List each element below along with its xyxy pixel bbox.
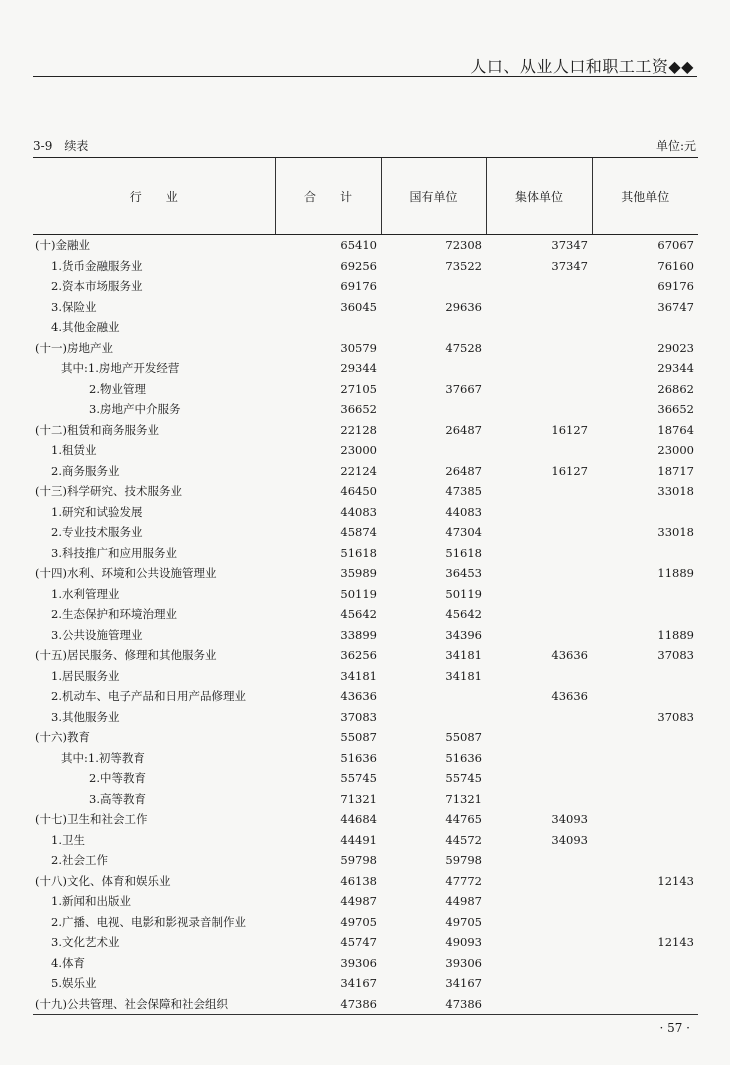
state-cell: 44572: [445, 832, 482, 847]
industry-cell: 3.科技推广和应用服务业: [51, 545, 177, 560]
industry-cell: 2.物业管理: [89, 381, 146, 396]
other-cell: [592, 604, 698, 625]
total-cell: 35989: [340, 566, 377, 581]
column-header-state: 国有单位: [381, 158, 486, 235]
column-header-total: 合 计: [275, 158, 381, 235]
column-header-other: 其他单位: [592, 158, 698, 235]
table-row: [33, 502, 698, 523]
collective-cell: [486, 748, 592, 769]
industry-cell: (十八)文化、体育和娱乐业: [35, 873, 171, 888]
industry-cell: 5.娱乐业: [51, 976, 97, 991]
collective-cell: [486, 440, 592, 461]
industry-cell: 3.房地产中介服务: [89, 402, 181, 417]
collective-cell: [486, 727, 592, 748]
table-row: [33, 379, 698, 400]
table-row: [33, 276, 698, 297]
collective-cell: [486, 502, 592, 523]
industry-cell: (十二)租赁和商务服务业: [35, 422, 159, 437]
industry-cell: (十四)水利、环境和公共设施管理业: [35, 566, 217, 581]
collective-cell: [486, 522, 592, 543]
state-cell: 29636: [445, 299, 482, 314]
industry-cell: 1.租赁业: [51, 443, 97, 458]
collective-cell: [486, 932, 592, 953]
total-cell: 46450: [340, 484, 377, 499]
total-cell: 44684: [340, 812, 377, 827]
industry-cell: (十七)卫生和社会工作: [35, 812, 148, 827]
page-number: · 57 ·: [659, 1021, 690, 1035]
running-header-title: 人口、从业人口和职工工资◆◆: [470, 57, 694, 76]
state-cell: 47528: [445, 340, 482, 355]
other-cell: [592, 727, 698, 748]
table-row: [33, 850, 698, 871]
industry-cell: 1.居民服务业: [51, 668, 120, 683]
other-cell: 37083: [657, 648, 694, 663]
other-cell: 36747: [657, 299, 694, 314]
state-cell: 47386: [381, 994, 486, 1015]
state-cell: 51636: [445, 750, 482, 765]
total-cell: 71321: [340, 791, 377, 806]
total-cell: 45874: [340, 525, 377, 540]
total-cell: 34167: [340, 976, 377, 991]
collective-cell: [486, 317, 592, 338]
table-row: [33, 686, 698, 707]
collective-cell: [486, 850, 592, 871]
total-cell: 69176: [340, 279, 377, 294]
other-cell: 69176: [657, 279, 694, 294]
industry-cell: 其中:1.房地产开发经营: [61, 361, 180, 376]
state-cell: 44987: [445, 894, 482, 909]
state-cell: [381, 707, 486, 728]
other-cell: 12143: [657, 873, 694, 888]
collective-cell: 37347: [551, 238, 588, 253]
state-cell: 55087: [445, 730, 482, 745]
state-cell: [381, 399, 486, 420]
state-cell: 72308: [445, 238, 482, 253]
other-cell: [592, 912, 698, 933]
table-row: [33, 625, 698, 646]
state-cell: 36453: [445, 566, 482, 581]
state-cell: 34167: [445, 976, 482, 991]
collective-cell: 37347: [551, 258, 588, 273]
collective-cell: [486, 625, 592, 646]
total-cell: 30579: [340, 340, 377, 355]
table-row: [33, 604, 698, 625]
table-header-row: [33, 158, 698, 235]
industry-cell: 1.研究和试验发展: [51, 504, 143, 519]
industry-cell: (十三)科学研究、技术服务业: [35, 484, 182, 499]
industry-cell: 1.新闻和出版业: [51, 894, 131, 909]
industry-cell: 3.其他服务业: [51, 709, 120, 724]
state-cell: 50119: [445, 586, 482, 601]
collective-cell: [486, 953, 592, 974]
industry-cell: 3.保险业: [51, 299, 97, 314]
state-cell: 44083: [445, 504, 482, 519]
total-cell: 45747: [340, 935, 377, 950]
other-cell: [592, 543, 698, 564]
total-cell: 43636: [340, 689, 377, 704]
collective-cell: [486, 543, 592, 564]
state-cell: 34396: [445, 627, 482, 642]
state-cell: 47304: [445, 525, 482, 540]
state-cell: [381, 358, 486, 379]
state-cell: 49093: [445, 935, 482, 950]
collective-cell: [486, 604, 592, 625]
table-row: [33, 563, 698, 584]
state-cell: 39306: [445, 955, 482, 970]
unit-label: 单位:元: [655, 139, 696, 153]
state-cell: [381, 686, 486, 707]
collective-cell: [486, 789, 592, 810]
total-cell: 47386: [275, 994, 381, 1015]
collective-cell: [486, 973, 592, 994]
industry-cell: 2.社会工作: [51, 853, 108, 868]
state-cell: 37667: [445, 381, 482, 396]
total-cell: 51636: [340, 750, 377, 765]
collective-cell: [486, 563, 592, 584]
other-cell: [592, 789, 698, 810]
other-cell: 23000: [657, 443, 694, 458]
collective-cell: 43636: [551, 689, 588, 704]
wage-table: [33, 157, 698, 1015]
table-row: [33, 994, 698, 1015]
other-cell: [592, 666, 698, 687]
collective-cell: [486, 358, 592, 379]
industry-cell: (十五)居民服务、修理和其他服务业: [35, 648, 217, 663]
industry-cell: 3.高等教育: [89, 791, 146, 806]
other-cell: 29344: [657, 361, 694, 376]
state-cell: 71321: [445, 791, 482, 806]
total-cell: 69256: [340, 258, 377, 273]
other-cell: 18764: [657, 422, 694, 437]
table-row: [33, 584, 698, 605]
table-row: [33, 317, 698, 338]
other-cell: [592, 809, 698, 830]
table-row: [33, 912, 698, 933]
industry-cell: (十一)房地产业: [35, 340, 113, 355]
total-cell: 37083: [340, 709, 377, 724]
other-cell: 33018: [657, 484, 694, 499]
total-cell: 44491: [340, 832, 377, 847]
other-cell: 29023: [657, 340, 694, 355]
total-cell: 44083: [340, 504, 377, 519]
industry-cell: 3.文化艺术业: [51, 935, 120, 950]
collective-cell: 34093: [551, 812, 588, 827]
table-body: [33, 235, 698, 1015]
state-cell: 55745: [445, 771, 482, 786]
collective-cell: 34093: [551, 832, 588, 847]
industry-cell: (十)金融业: [35, 238, 90, 253]
industry-cell: (十六)教育: [35, 730, 90, 745]
collective-cell: [486, 481, 592, 502]
collective-cell: [486, 994, 592, 1015]
table-row: [33, 932, 698, 953]
state-cell: [381, 317, 486, 338]
header-rule: [33, 76, 697, 77]
state-cell: [381, 440, 486, 461]
collective-cell: [486, 707, 592, 728]
other-cell: 11889: [657, 627, 694, 642]
total-cell: 45642: [340, 607, 377, 622]
table-row: [33, 543, 698, 564]
industry-cell: (十九)公共管理、社会保障和社会组织: [33, 994, 275, 1015]
industry-cell: 2.商务服务业: [51, 463, 120, 478]
table-caption: 3-9 续表: [33, 139, 89, 153]
total-cell: 55745: [340, 771, 377, 786]
state-cell: 26487: [445, 463, 482, 478]
other-cell: [592, 850, 698, 871]
state-cell: 45642: [445, 607, 482, 622]
table-row: [33, 953, 698, 974]
total-cell: 23000: [340, 443, 377, 458]
state-cell: 59798: [445, 853, 482, 868]
industry-cell: 1.水利管理业: [51, 586, 120, 601]
total-cell: 49705: [340, 914, 377, 929]
industry-cell: 2.生态保护和环境治理业: [51, 607, 177, 622]
table-row: [33, 707, 698, 728]
total-cell: 34181: [340, 668, 377, 683]
total-cell: 51618: [340, 545, 377, 560]
collective-cell: [486, 276, 592, 297]
collective-cell: 16127: [551, 422, 588, 437]
table-row: [33, 871, 698, 892]
table-row: [33, 256, 698, 277]
state-cell: 47385: [445, 484, 482, 499]
state-cell: 73522: [445, 258, 482, 273]
total-cell: 36652: [340, 402, 377, 417]
collective-cell: [486, 379, 592, 400]
table-row: [33, 809, 698, 830]
state-cell: 47772: [445, 873, 482, 888]
table-row: [33, 727, 698, 748]
industry-cell: 1.卫生: [51, 832, 85, 847]
total-cell: 59798: [340, 853, 377, 868]
other-cell: [592, 994, 698, 1015]
other-cell: [592, 502, 698, 523]
other-cell: [592, 973, 698, 994]
data-table-container: [33, 157, 698, 1015]
industry-cell: 其中:1.初等教育: [61, 750, 145, 765]
total-cell: 36045: [340, 299, 377, 314]
column-header-industry: 行 业: [33, 158, 275, 235]
total-cell: 36256: [340, 648, 377, 663]
other-cell: 26862: [657, 381, 694, 396]
collective-cell: [486, 399, 592, 420]
table-row: [33, 338, 698, 359]
other-cell: [592, 830, 698, 851]
collective-cell: 43636: [551, 648, 588, 663]
total-cell: 44987: [340, 894, 377, 909]
total-cell: 39306: [340, 955, 377, 970]
table-row: [33, 297, 698, 318]
other-cell: 11889: [657, 566, 694, 581]
table-row: [33, 666, 698, 687]
industry-cell: 4.体育: [51, 955, 85, 970]
total-cell: 22124: [340, 463, 377, 478]
table-row: [33, 768, 698, 789]
industry-cell: 2.广播、电视、电影和影视录音制作业: [51, 914, 246, 929]
table-row: [33, 235, 698, 256]
total-cell: 55087: [340, 730, 377, 745]
industry-cell: 2.中等教育: [89, 771, 146, 786]
industry-cell: 2.机动车、电子产品和日用产品修理业: [51, 689, 246, 704]
total-cell: 33899: [340, 627, 377, 642]
state-cell: 34181: [445, 668, 482, 683]
table-row: [33, 830, 698, 851]
table-row: [33, 891, 698, 912]
state-cell: 51618: [445, 545, 482, 560]
state-cell: 26487: [445, 422, 482, 437]
total-cell: 27105: [340, 381, 377, 396]
other-cell: 18717: [657, 463, 694, 478]
other-cell: [592, 317, 698, 338]
table-row: [33, 358, 698, 379]
total-cell: 50119: [340, 586, 377, 601]
other-cell: [592, 953, 698, 974]
industry-cell: 1.货币金融服务业: [51, 258, 143, 273]
industry-cell: 4.其他金融业: [51, 320, 120, 335]
other-cell: [592, 686, 698, 707]
table-row: [33, 461, 698, 482]
state-cell: 44765: [445, 812, 482, 827]
other-cell: 76160: [657, 258, 694, 273]
collective-cell: [486, 871, 592, 892]
total-cell: [275, 317, 381, 338]
table-row: [33, 645, 698, 666]
other-cell: 37083: [657, 709, 694, 724]
collective-cell: [486, 297, 592, 318]
collective-cell: [486, 584, 592, 605]
other-cell: [592, 768, 698, 789]
collective-cell: [486, 891, 592, 912]
other-cell: 12143: [657, 935, 694, 950]
collective-cell: [486, 768, 592, 789]
state-cell: 49705: [445, 914, 482, 929]
collective-cell: 16127: [551, 463, 588, 478]
table-row: [33, 789, 698, 810]
total-cell: 22128: [340, 422, 377, 437]
total-cell: 29344: [340, 361, 377, 376]
industry-cell: 2.专业技术服务业: [51, 525, 143, 540]
table-row: [33, 481, 698, 502]
other-cell: 67067: [657, 238, 694, 253]
total-cell: 65410: [340, 238, 377, 253]
table-row: [33, 973, 698, 994]
other-cell: [592, 584, 698, 605]
state-cell: [381, 276, 486, 297]
industry-cell: 3.公共设施管理业: [51, 627, 143, 642]
collective-cell: [486, 666, 592, 687]
other-cell: [592, 891, 698, 912]
other-cell: [592, 748, 698, 769]
column-header-collective: 集体单位: [486, 158, 592, 235]
table-row: [33, 748, 698, 769]
table-row: [33, 522, 698, 543]
collective-cell: [486, 912, 592, 933]
industry-cell: 2.资本市场服务业: [51, 279, 143, 294]
collective-cell: [486, 338, 592, 359]
table-row: [33, 399, 698, 420]
total-cell: 46138: [340, 873, 377, 888]
table-row: [33, 420, 698, 441]
other-cell: 33018: [657, 525, 694, 540]
state-cell: 34181: [445, 648, 482, 663]
table-row: [33, 440, 698, 461]
other-cell: 36652: [657, 402, 694, 417]
